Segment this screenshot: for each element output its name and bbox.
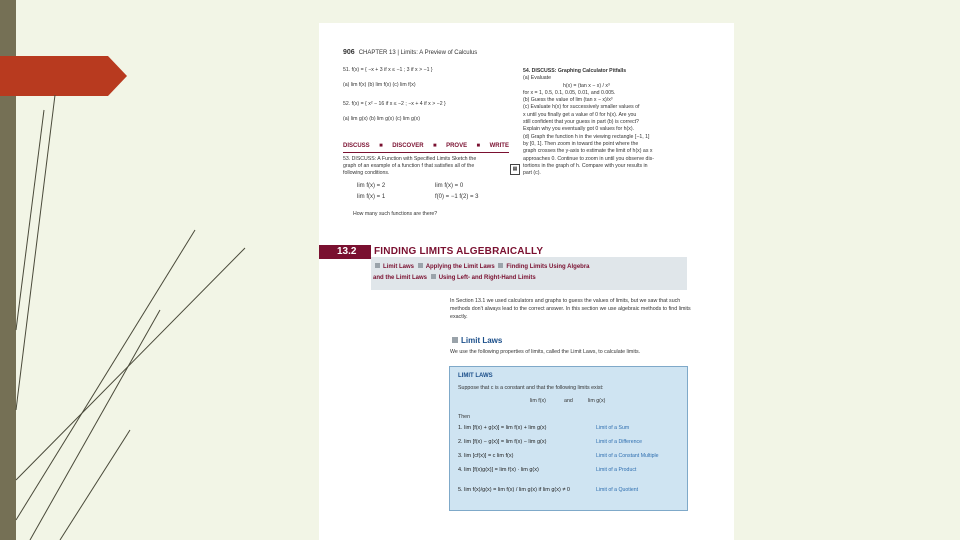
- exercise-53-line-1: 53. DISCUSS: A Function with Specified Limits Sketch the: [343, 156, 477, 162]
- box-lim-g: lim g(x): [588, 398, 606, 404]
- law-formula: 2. lim [f(x) − g(x)] = lim f(x) − lim g(x): [458, 439, 547, 445]
- textbook-page: [319, 23, 734, 540]
- separator-3: ■: [476, 143, 481, 149]
- condition: f(0) = −1 f(2) = 3: [435, 194, 479, 200]
- law-formula: 1. lim [f(x) + g(x)] = lim f(x) + lim g(x): [458, 425, 547, 431]
- condition: lim f(x) = 2: [357, 183, 386, 189]
- exercise-52-parts: (a) lim g(x) (b) lim g(x) (c) lim g(x): [343, 116, 420, 122]
- page-number: 906: [343, 49, 355, 56]
- exercise-54-line: h(x) = (tan x − x) / x³: [563, 82, 610, 89]
- box-lim-f: lim f(x): [530, 398, 546, 404]
- exercise-54-line: (b) Guess the value of lim (tan x − x)/x³: [523, 97, 613, 104]
- box-and: and: [564, 398, 573, 404]
- exercise-54-line: approaches 0. Continue to zoom in until you observe dis-: [523, 155, 654, 162]
- exercise-53-line-3: following conditions.: [343, 170, 390, 176]
- law-name: Limit of a Sum: [596, 425, 630, 431]
- separator-2: ■: [433, 143, 437, 149]
- box-title: LIMIT LAWS: [458, 373, 493, 379]
- subtopic: Applying the Limit Laws: [425, 264, 495, 270]
- exercise-51-parts: (a) lim f(x) (b) lim f(x) (c) lim f(x): [343, 82, 416, 88]
- exercise-54-line: by [0, 1]. Then zoom in toward the point where the: [523, 140, 639, 147]
- law-name: Limit of a Difference: [596, 439, 643, 445]
- exercise-54-title: 54. DISCUSS: Graphing Calculator Pitfalls: [523, 68, 627, 74]
- law-name: Limit of a Constant Multiple: [596, 453, 659, 459]
- exercise-54-line: (c) Evaluate h(x) for successively smaller values of: [523, 104, 640, 111]
- exercise-52-def: 52. f(x) = { x² − 16 if x ≤ −2 ; −x + 4 if x > −2 }: [343, 101, 446, 107]
- exercise-53-line-2: graph of an example of a function f that satisfies all of the: [343, 163, 475, 169]
- condition: lim f(x) = 0: [435, 183, 464, 189]
- law-name: Limit of a Quotient: [596, 487, 639, 493]
- section-number: 13.2: [319, 245, 371, 259]
- exercise-54-line: (d) Graph the function h in the viewing rectangle [−1, 1]: [523, 133, 650, 140]
- exercise-54-line: x until you finally get a value of 0 for h(x). Are you: [523, 111, 637, 118]
- limit-laws-intro: We use the following properties of limits, called the Limit Laws, to calculate limits.: [450, 349, 641, 355]
- box-suppose: Suppose that c is a constant and that the following limits exist:: [458, 385, 604, 391]
- bullet-square-icon: [418, 263, 423, 268]
- discuss-rule: [343, 152, 509, 153]
- exercise-54-line: (a) Evaluate: [523, 75, 551, 82]
- limit-laws-box: [449, 366, 688, 511]
- exercise-53-question: How many such functions are there?: [353, 211, 438, 217]
- condition: lim f(x) = 1: [357, 194, 386, 200]
- law-formula: 5. lim f(x)/g(x) = lim f(x) / lim g(x) if lim g(x) ≠ 0: [458, 487, 570, 493]
- page-header: [343, 49, 477, 56]
- subtopic: and the Limit Laws: [373, 275, 428, 281]
- exercise-52: [343, 101, 513, 123]
- bullet-square-icon: [375, 263, 380, 268]
- chapter-title: CHAPTER 13 | Limits: A Preview of Calculus: [358, 50, 478, 56]
- prove-label: PROVE: [446, 143, 468, 149]
- section-subtopics-line-1: [373, 263, 590, 270]
- exercise-53-conditions: [357, 181, 479, 203]
- exercise-51: [343, 67, 513, 89]
- discuss-label: DISCUSS: [343, 143, 370, 149]
- bullet-square-icon: [452, 337, 458, 343]
- section-title: FINDING LIMITS ALGEBRAICALLY: [374, 246, 544, 257]
- exercise-54-line: for x = 1, 0.5, 0.1, 0.05, 0.01, and 0.005.: [523, 89, 616, 96]
- discuss-discover-row: [343, 143, 509, 151]
- bullet-square-icon: [498, 263, 503, 268]
- exercise-54-line: Explain why you eventually got 0 values for h(x).: [523, 126, 635, 133]
- intro-paragraph: In Section 13.1 we used calculators and graphs to guess the values of limits, but we saw that such methods don't always lead to the correct answer. In this section we use algebraic methods to find limits exactly.: [450, 298, 691, 320]
- exercise-54: [523, 68, 728, 177]
- calculator-icon: ▦: [510, 164, 520, 175]
- subtopic: Limit Laws: [383, 264, 415, 270]
- exercise-54-line: still confident that your guess in part (b) is correct?: [523, 119, 639, 126]
- exercise-54-line: tortions in the graph of h. Compare with your results in: [523, 162, 648, 169]
- section-subtopics-line-2: [373, 274, 536, 281]
- exercise-54-line: part (c).: [523, 170, 541, 177]
- write-label: WRITE: [489, 143, 509, 149]
- separator-1: ■: [379, 143, 383, 149]
- subtopic: Using Left- and Right-Hand Limits: [438, 275, 536, 281]
- law-formula: 3. lim [cf(x)] = c lim f(x): [458, 453, 514, 459]
- subtopic: Finding Limits Using Algebra: [506, 264, 590, 270]
- law-name: Limit of a Product: [596, 467, 637, 473]
- decorative-lines: [0, 0, 320, 540]
- exercise-54-line: graph crosses the y-axis to estimate the limit of h(x) as x: [523, 148, 653, 155]
- discover-label: DISCOVER: [392, 143, 424, 149]
- limit-laws-heading-text: Limit Laws: [461, 336, 503, 345]
- law-formula: 4. lim [f(x)g(x)] = lim f(x) · lim g(x): [458, 467, 539, 473]
- exercise-51-def: 51. f(x) = { −x + 3 if x ≤ −1 ; 3 if x > −1 }: [343, 67, 433, 73]
- limit-laws-heading: [450, 336, 502, 345]
- bullet-square-icon: [431, 274, 436, 279]
- box-then: Then: [458, 414, 471, 420]
- exercise-53: [343, 156, 513, 177]
